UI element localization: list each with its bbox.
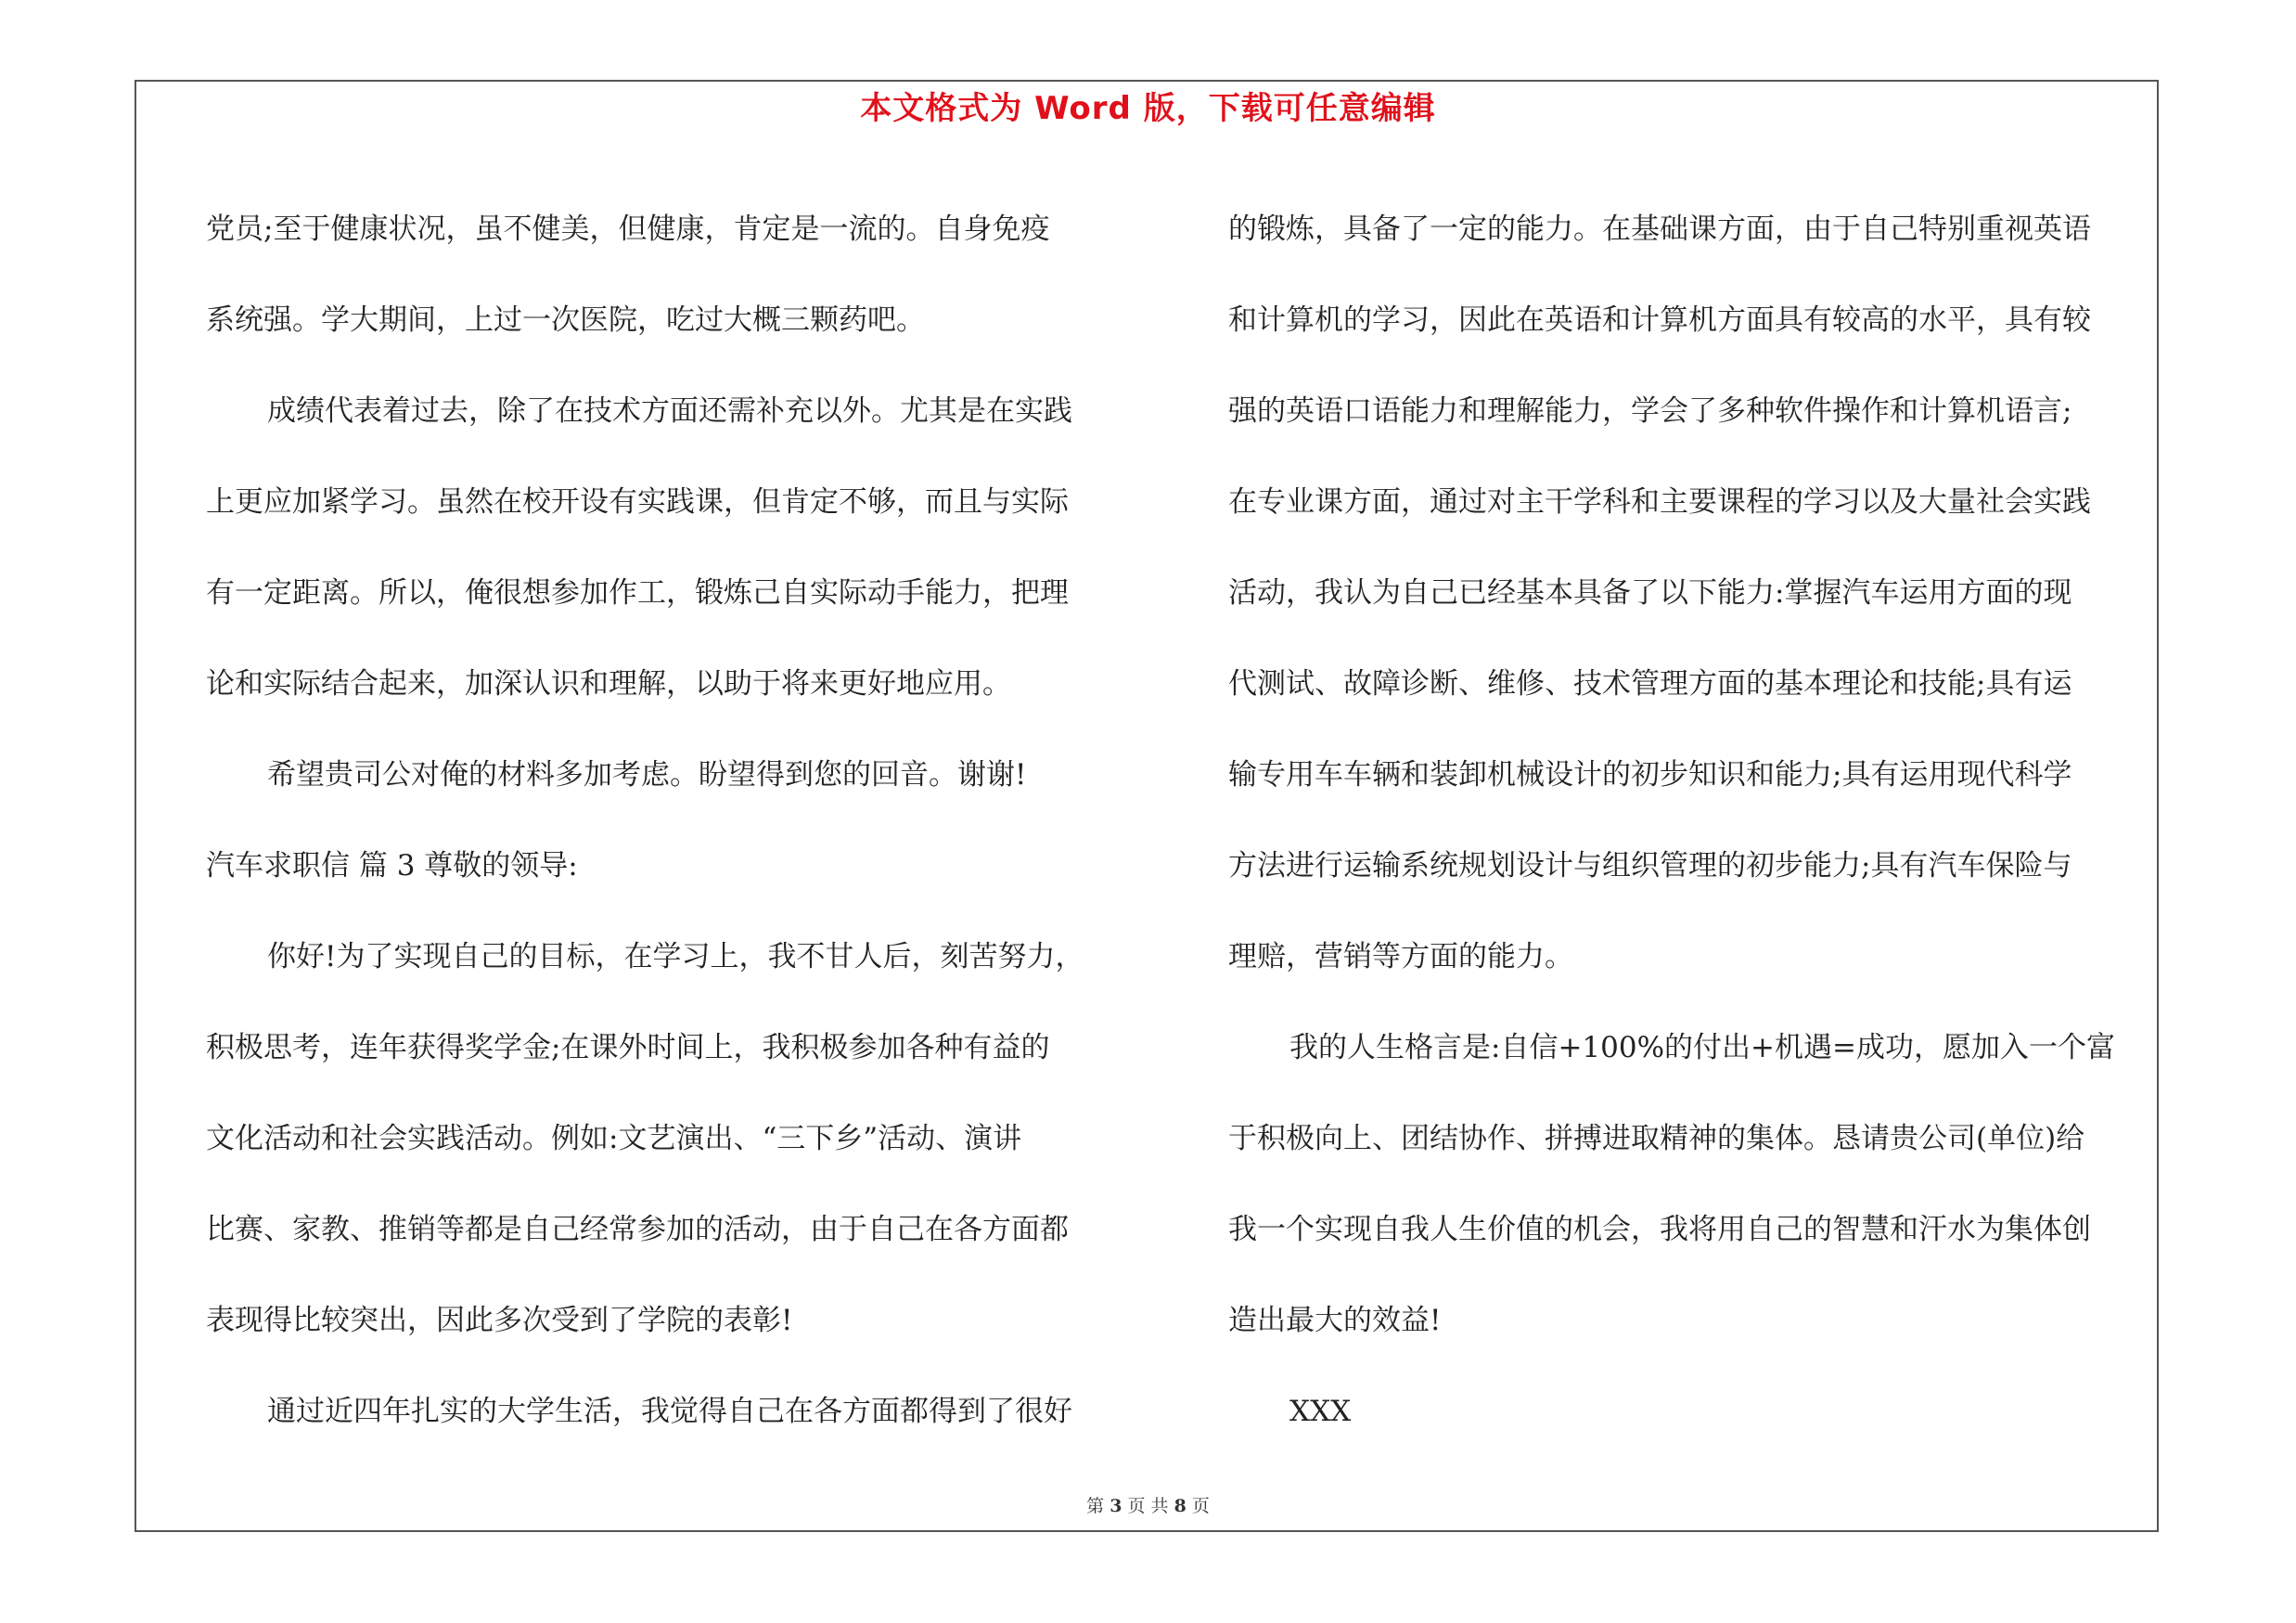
- text-line: 党员;至于健康状况，虽不健美，但健康，肯定是一流的。自身免疫: [206, 213, 1050, 246]
- paragraph-start-line: 我的人生格言是:自信+100%的付出+机遇=成功，愿加入一个富: [1289, 1031, 2115, 1064]
- text-line: 上更应加紧学习。虽然在校开设有实践课，但肯定不够，而且与实际: [206, 485, 1069, 519]
- current-page-number: 3: [1110, 1496, 1122, 1516]
- text-line: 我一个实现自我人生价值的机会，我将用自己的智慧和汗水为集体创: [1228, 1213, 2091, 1246]
- text-line: 输专用车车辆和装卸机械设计的初步知识和能力;具有运用现代科学: [1228, 758, 2072, 792]
- text-line: 代测试、故障诊断、维修、技术管理方面的基本理论和技能;具有运: [1228, 667, 2072, 701]
- right-text-column: [1228, 184, 2156, 1457]
- text-line: 比赛、家教、推销等都是自己经常参加的活动，由于自己在各方面都: [206, 1213, 1069, 1246]
- section-heading-line: 汽车求职信 篇 3 尊敬的领导:: [206, 849, 578, 882]
- total-page-number: 8: [1174, 1496, 1186, 1516]
- text-line: 表现得比较突出，因此多次受到了学院的表彰!: [206, 1304, 793, 1337]
- text-line: 和计算机的学习，因此在英语和计算机方面具有较高的水平，具有较: [1228, 303, 2091, 337]
- text-line: 积极思考，连年获得奖学金;在课外时间上，我积极参加各种有益的: [206, 1031, 1050, 1064]
- text-line: 理赔，营销等方面的能力。: [1228, 940, 1573, 973]
- text-line: 方法进行运输系统规划设计与组织管理的初步能力;具有汽车保险与: [1228, 849, 2072, 882]
- footer-label-post: 页: [1191, 1496, 1210, 1516]
- text-line: 活动，我认为自己已经基本具备了以下能力:掌握汽车运用方面的现: [1228, 576, 2072, 610]
- text-line: 于积极向上、团结协作、拼搏进取精神的集体。恳请贵公司(单位)给: [1228, 1122, 2085, 1155]
- paragraph-start-line: 你好!为了实现自己的目标，在学习上，我不甘人后，刻苦努力，: [267, 940, 1084, 973]
- text-line: 的锻炼，具备了一定的能力。在基础课方面，由于自己特别重视英语: [1228, 213, 2091, 246]
- page-number-footer: [0, 1492, 2296, 1520]
- text-line: 文化活动和社会实践活动。例如:文艺演出、“三下乡”活动、演讲: [206, 1122, 1022, 1155]
- paragraph-start-line: 希望贵司公对俺的材料多加考虑。盼望得到您的回音。谢谢!: [267, 758, 1027, 792]
- paragraph-start-line: 成绩代表着过去，除了在技术方面还需补充以外。尤其是在实践: [267, 394, 1072, 428]
- signature-line: XXX: [1289, 1395, 1352, 1428]
- text-line: 造出最大的效益!: [1228, 1304, 1442, 1337]
- text-line: 强的英语口语能力和理解能力，学会了多种软件操作和计算机语言;: [1228, 394, 2072, 428]
- footer-label-pre: 第: [1086, 1496, 1105, 1516]
- text-line: 有一定距离。所以，俺很想参加作工，锻炼己自实际动手能力，把理: [206, 576, 1069, 610]
- text-line: 系统强。学大期间，上过一次医院，吃过大概三颗药吧。: [206, 303, 925, 337]
- text-line: 论和实际结合起来，加深认识和理解，以助于将来更好地应用。: [206, 667, 1011, 701]
- paragraph-start-line: 通过近四年扎实的大学生活，我觉得自己在各方面都得到了很好: [267, 1395, 1072, 1428]
- text-line: 在专业课方面，通过对主干学科和主要课程的学习以及大量社会实践: [1228, 485, 2091, 519]
- footer-label-mid: 页 共: [1127, 1496, 1169, 1516]
- format-banner: 本文格式为 Word 版，下载可任意编辑: [860, 90, 1436, 127]
- left-text-column: [206, 184, 1143, 1457]
